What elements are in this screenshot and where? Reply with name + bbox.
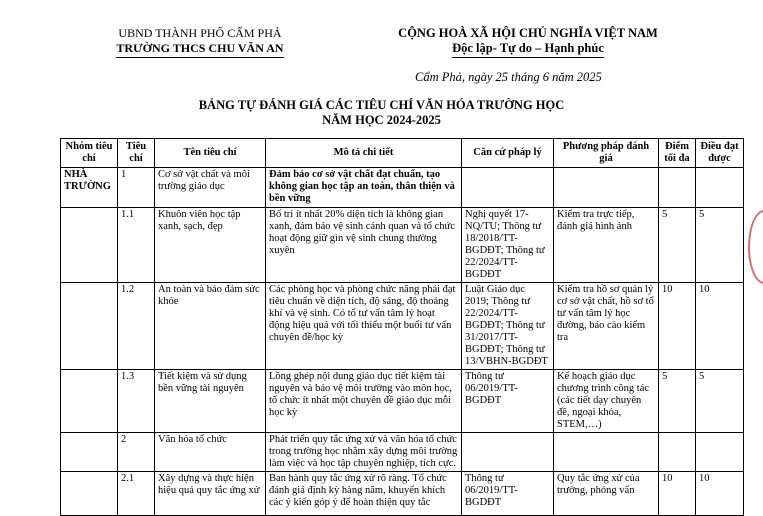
cell-name: Văn hóa tổ chức (155, 433, 266, 472)
motto: Độc lập- Tự do – Hạnh phúc (452, 41, 604, 58)
table-row (61, 433, 744, 472)
criteria-table (60, 138, 744, 516)
header-left (100, 26, 300, 58)
cell-group (61, 472, 118, 516)
cell-method: Kiểm tra hồ sơ quản lý cơ sở vật chất, hồ sơ tổ tư vấn tâm lý học đường, báo cáo kiểm tra (554, 283, 659, 370)
cell-achieved: 5 (696, 370, 744, 433)
cell-group (61, 433, 118, 472)
table-row (61, 370, 744, 433)
cell-description: Các phòng học và phòng chức năng phải đạt tiêu chuẩn về diện tích, độ sáng, độ thoáng khí và vệ sinh. Có tổ tư vấn tâm lý hoạt động hiệu quả với tối thiểu một buổi tư vấn chuyên đề/học kỳ (266, 283, 462, 370)
cell-method (554, 168, 659, 208)
table-row (61, 472, 744, 516)
school-name: TRƯỜNG THCS CHU VĂN AN (116, 41, 283, 58)
cell-achieved (696, 433, 744, 472)
cell-name: Khuôn viên học tập xanh, sạch, đẹp (155, 208, 266, 283)
cell-criterion: 2.1 (118, 472, 155, 516)
cell-max-score (659, 433, 696, 472)
cell-group: NHÀ TRƯỜNG (61, 168, 118, 208)
cell-description: Bố trí ít nhất 20% diện tích là không gian xanh, đảm bảo vệ sinh cảnh quan và tổ chức hoạt động giữ gìn vệ sinh chung thường xuyên (266, 208, 462, 283)
header-method: Phương pháp đánh giá (554, 139, 659, 168)
nation-name: CỘNG HOÀ XÃ HỘI CHỦ NGHĨA VIỆT NAM (398, 26, 658, 40)
header-achieved: Điều đạt được (696, 139, 744, 168)
cell-criterion: 1 (118, 168, 155, 208)
cell-description: Phát triển quy tắc ứng xử và văn hóa tổ chức trong trường học nhằm xây dựng môi trường làm việc và học tập chuyên nghiệp, tích cực. (266, 433, 462, 472)
cell-max-score: 10 (659, 472, 696, 516)
cell-achieved: 5 (696, 208, 744, 283)
header-criterion: Tiêu chí (118, 139, 155, 168)
cell-max-score: 5 (659, 370, 696, 433)
cell-max-score (659, 168, 696, 208)
cell-name: Cơ sở vật chất và môi trường giáo dục (155, 168, 266, 208)
cell-group (61, 283, 118, 370)
cell-method (554, 433, 659, 472)
cell-criterion: 1.2 (118, 283, 155, 370)
document-title (0, 98, 763, 128)
cell-criterion: 1.1 (118, 208, 155, 283)
cell-name: Xây dựng và thực hiện hiệu quả quy tắc ứng xử (155, 472, 266, 516)
cell-method: Kế hoạch giáo dục chương trình công tác (các tiết dạy chuyên đề, ngoại khóa, STEM,…) (554, 370, 659, 433)
table-header-row (61, 139, 744, 168)
cell-method: Kiểm tra trực tiếp, đánh giá hình ảnh (554, 208, 659, 283)
cell-criterion: 1.3 (118, 370, 155, 433)
title-line-2: NĂM HỌC 2024-2025 (322, 113, 441, 127)
cell-name: An toàn và bảo đảm sức khỏe (155, 283, 266, 370)
table-row (61, 208, 744, 283)
org-name: UBND THÀNH PHỐ CẨM PHẢ (118, 26, 282, 40)
cell-legal-basis: Thông tư 06/2019/TT-BGDĐT (462, 472, 554, 516)
cell-legal-basis (462, 168, 554, 208)
title-line-1: BẢNG TỰ ĐÁNH GIÁ CÁC TIÊU CHÍ VĂN HÓA TRƯỜNG HỌC (198, 98, 565, 112)
cell-name: Tiết kiệm và sử dụng bền vững tài nguyên (155, 370, 266, 433)
cell-achieved (696, 168, 744, 208)
header-legal-basis: Căn cứ pháp lý (462, 139, 554, 168)
cell-criterion: 2 (118, 433, 155, 472)
header-group: Nhóm tiêu chí (61, 139, 118, 168)
cell-group (61, 370, 118, 433)
header-right (378, 26, 678, 58)
cell-legal-basis (462, 433, 554, 472)
header-max-score: Điểm tối đa (659, 139, 696, 168)
cell-description: Lồng ghép nội dung giáo dục tiết kiệm tài nguyên và bảo vệ môi trường vào môn học, tổ chức ít nhất một chuyên đề giáo dục mỗi học kỳ (266, 370, 462, 433)
cell-method: Quy tắc ứng xử của trường, phỏng vấn (554, 472, 659, 516)
cell-legal-basis: Nghị quyết 17-NQ/TU; Thông tư 18/2018/TT-BGDĐT; Thông tư 22/2024/TT-BGDĐT (462, 208, 554, 283)
official-stamp (748, 210, 763, 284)
cell-max-score: 5 (659, 208, 696, 283)
cell-legal-basis: Thông tư 06/2019/TT-BGDĐT (462, 370, 554, 433)
document-date: Cẩm Phả, ngày 25 tháng 6 năm 2025 (415, 70, 602, 84)
cell-achieved: 10 (696, 283, 744, 370)
table-row (61, 168, 744, 208)
cell-group (61, 208, 118, 283)
cell-description: Ban hành quy tắc ứng xử rõ ràng. Tổ chức đánh giá định kỳ hàng năm, khuyến khích các ý kiến góp ý để hoàn thiện quy tắc (266, 472, 462, 516)
header-description: Mô tả chi tiết (266, 139, 462, 168)
cell-description: Đảm bảo cơ sở vật chất đạt chuẩn, tạo không gian học tập an toàn, thân thiện và bền vững (266, 168, 462, 208)
header-name: Tên tiêu chí (155, 139, 266, 168)
cell-legal-basis: Luật Giáo dục 2019; Thông tư 22/2024/TT-BGDĐT; Thông tư 31/2017/TT-BGDĐT; Thông tư 13/VBHN-BGDĐT (462, 283, 554, 370)
table-row (61, 283, 744, 370)
cell-achieved: 10 (696, 472, 744, 516)
cell-max-score: 10 (659, 283, 696, 370)
